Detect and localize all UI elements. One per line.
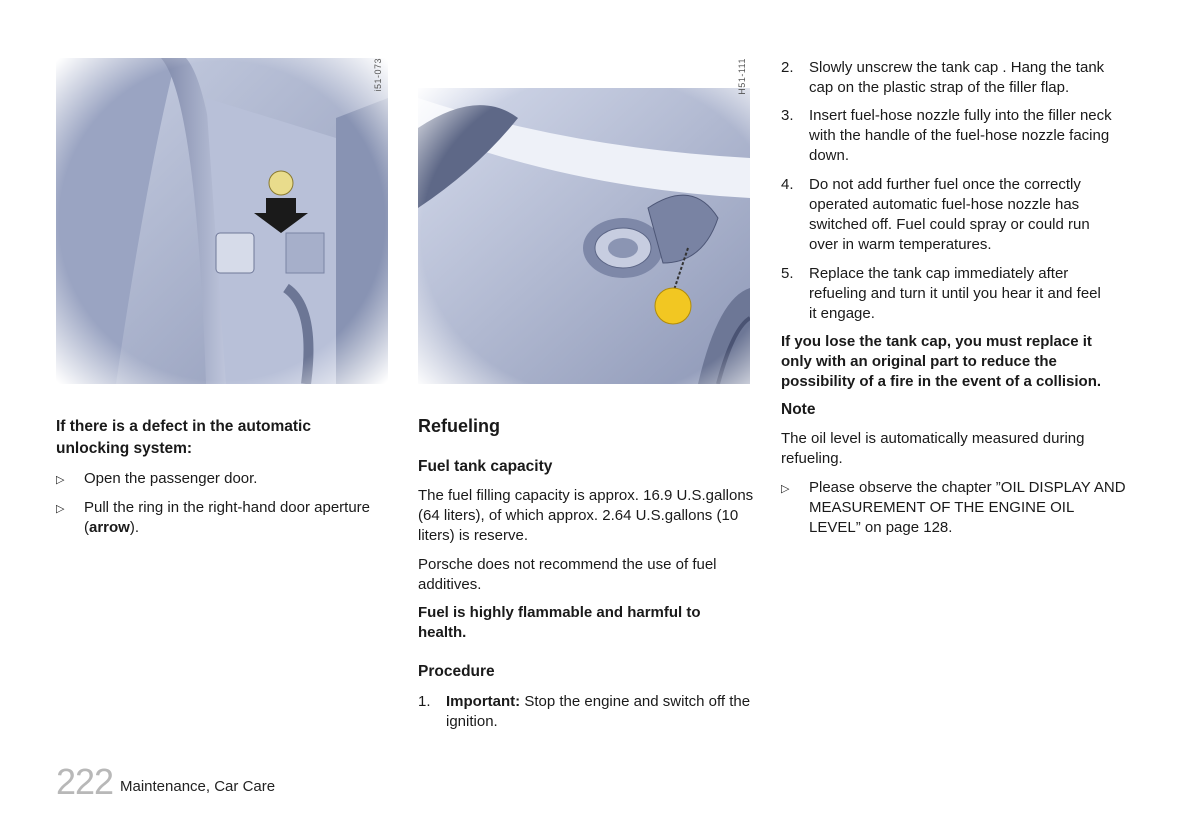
capacity-text: The fuel filling capacity is approx. 16.9 U.S.gallons (64 liters), of which approx. 2.64 U.S.gallons (10 liters) is reserve. (418, 487, 754, 544)
step-number: 4. (781, 176, 794, 193)
fuel-filler-illustration (418, 88, 750, 384)
left-bullet-2-text: Pull the ring in the right-hand door aperture (arrow). (84, 499, 371, 536)
right-bullet (781, 478, 1126, 538)
door-aperture-illustration (56, 58, 388, 384)
left-bullet-1 (56, 469, 386, 490)
step-text: Slowly unscrew the tank cap . Hang the tank cap on the plastic strap of the filler flap. (809, 59, 1105, 96)
defect-heading: If there is a defect in the automatic unlocking system: (56, 418, 311, 457)
flammable-warning: Fuel is highly flammable and harmful to health. (418, 604, 701, 641)
procedure-step-5 (781, 264, 1111, 324)
procedure-step-2 (781, 58, 1121, 98)
step-text: Do not add further fuel once the correctly operated automatic fuel-hose nozzle has switched off. Fuel could spray or could run over in warm temperatures. (809, 176, 1090, 253)
refueling-heading: Refueling (418, 416, 501, 436)
left-bullet-2 (56, 498, 386, 538)
procedure-heading: Procedure (418, 663, 495, 680)
arrow-term: arrow (89, 519, 130, 536)
right-bullet-text: Please observe the chapter ”OIL DISPLAY AND MEASUREMENT OF THE ENGINE OIL LEVEL” on page 128. (809, 479, 1126, 536)
section-title: Maintenance, Car Care (120, 778, 276, 795)
step-text: Replace the tank cap immediately after refueling and turn it until you hear it and feel it engage. (809, 265, 1101, 322)
figure-code-middle: H51-111 (737, 58, 747, 95)
procedure-step-1 (418, 692, 763, 732)
procedure-step-4 (781, 175, 1111, 255)
tank-cap-warning: If you lose the tank cap, you must replace it only with an original part to reduce the possibility of a fire in the event of a collision. (781, 333, 1102, 390)
step-number: 5. (781, 265, 794, 282)
procedure-step-3 (781, 106, 1121, 166)
step-number: 3. (781, 107, 794, 124)
left-bullet-1-text: Open the passenger door. (84, 470, 258, 487)
figure-code-left: i51-073 (373, 58, 383, 92)
step-text: Important: Stop the engine and switch off the ignition. (446, 693, 751, 730)
note-heading: Note (781, 401, 816, 418)
step-number: 2. (781, 59, 794, 76)
triangle-bullet-icon: ▷ (781, 483, 790, 495)
step-number: 1. (418, 693, 431, 710)
note-text: The oil level is automatically measured during refueling. (781, 430, 1085, 467)
page-number: 222 (56, 761, 114, 802)
additives-text: Porsche does not recommend the use of fuel additives. (418, 556, 717, 593)
triangle-bullet-icon: ▷ (56, 503, 65, 515)
fuel-capacity-heading: Fuel tank capacity (418, 458, 553, 475)
triangle-bullet-icon: ▷ (56, 474, 65, 486)
step-text: Insert fuel-hose nozzle fully into the filler neck with the handle of the fuel-hose nozzle facing down. (809, 107, 1112, 164)
